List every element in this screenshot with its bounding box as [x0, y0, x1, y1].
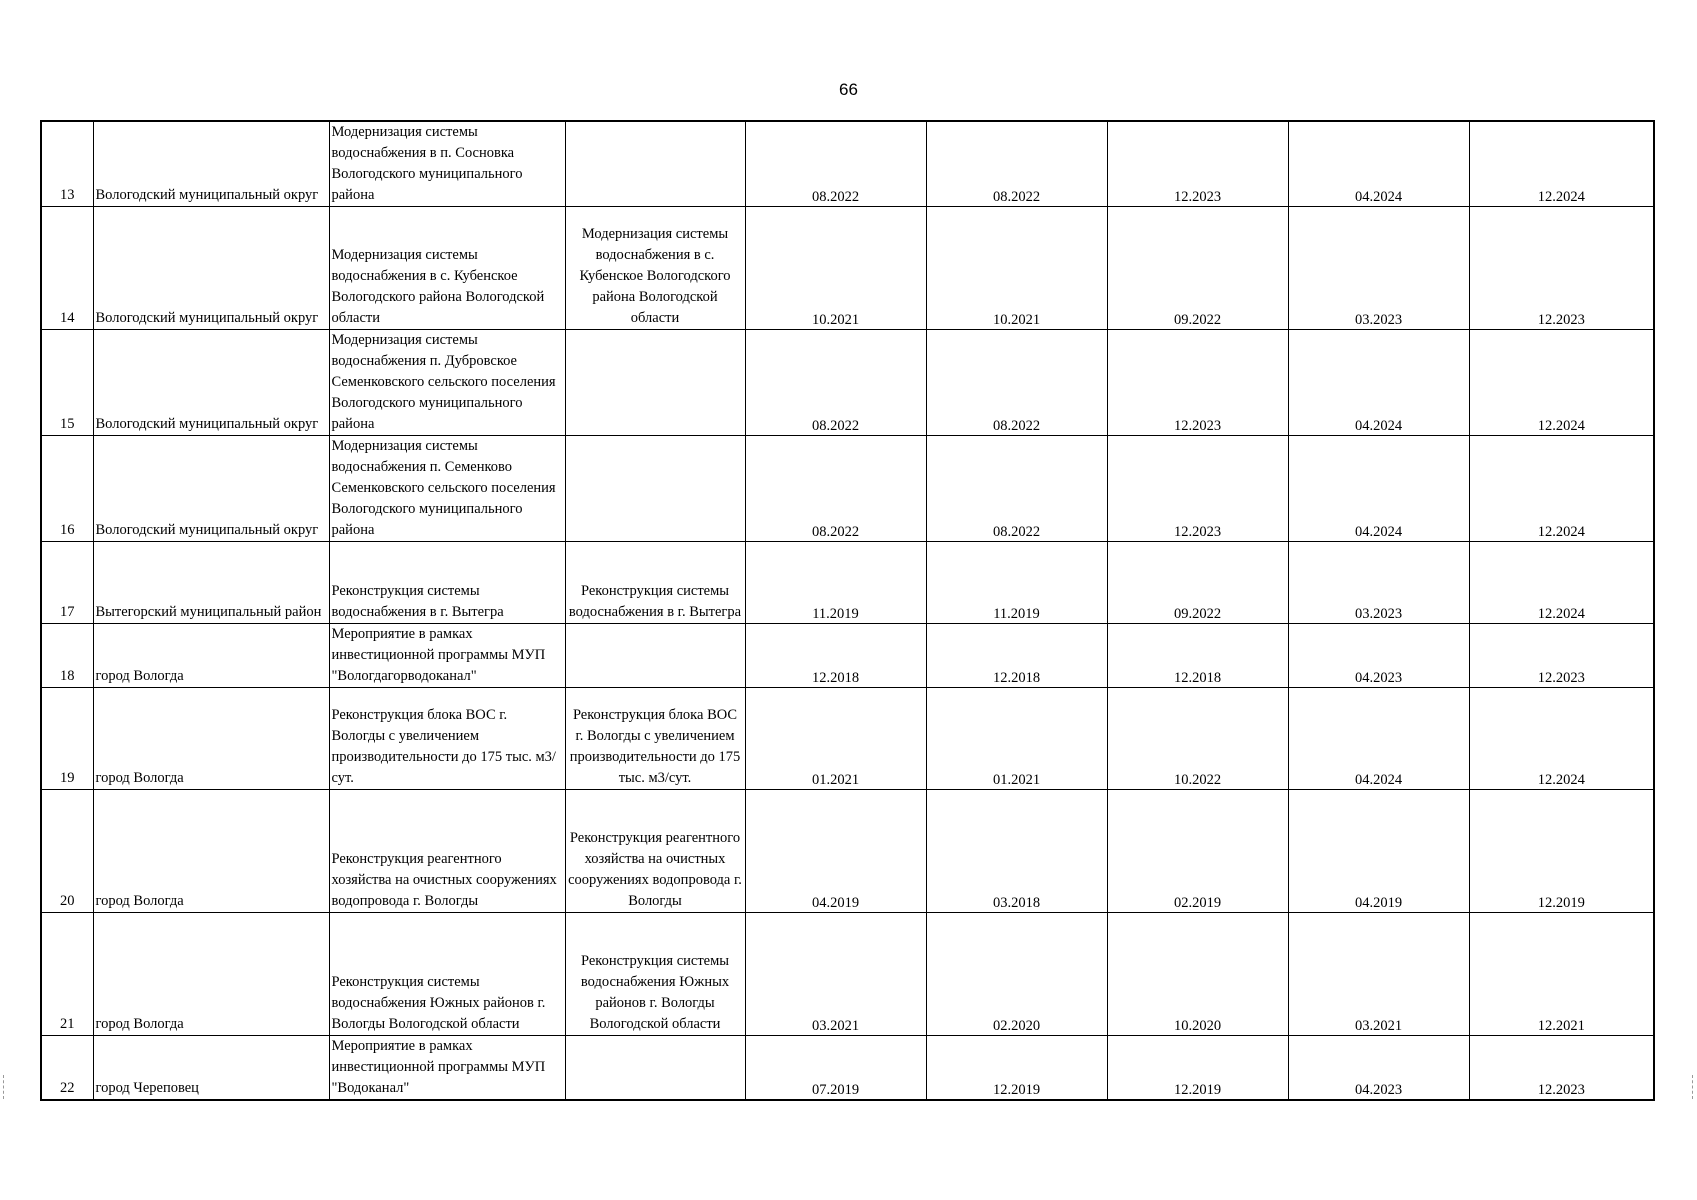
- row-number: [41, 624, 93, 688]
- date-cell-1: [745, 624, 926, 688]
- project-alt-name-cell: [565, 688, 745, 790]
- date-cell-2: [926, 1036, 1107, 1101]
- date-cell-5: [1469, 790, 1654, 913]
- date-cell-5-text: 12.2024: [1537, 606, 1585, 622]
- district-cell-text: город Череповец: [95, 1080, 199, 1096]
- table-row: [41, 624, 1654, 688]
- date-cell-4: [1288, 542, 1469, 624]
- row-number: [41, 913, 93, 1036]
- date-cell-1-text: 04.2019: [811, 895, 860, 911]
- project-name-cell: [329, 207, 565, 330]
- project-alt-name-cell-text: Реконструкция системы водоснабжения Южных районов г. Вологды Вологодской области: [580, 953, 730, 1032]
- date-cell-2-text: 12.2018: [992, 670, 1041, 686]
- project-name-cell-text: Реконструкция блока ВОС г. Вологды с увеличением производительности до 175 тыс. м3/сут.: [331, 707, 556, 786]
- date-cell-3: [1107, 624, 1288, 688]
- date-cell-5-text: 12.2023: [1537, 312, 1585, 328]
- date-cell-4: [1288, 121, 1469, 207]
- date-cell-2-text: 08.2022: [992, 189, 1041, 205]
- project-alt-name-cell: [565, 1036, 745, 1101]
- date-cell-2-text: 11.2019: [993, 606, 1040, 622]
- date-cell-5: [1469, 542, 1654, 624]
- date-cell-3: [1107, 207, 1288, 330]
- project-name-cell-text: Реконструкция реагентного хозяйства на очистных сооружениях водопровода г. Вологды: [331, 851, 557, 909]
- project-name-cell-text: Модернизация системы водоснабжения п. Дубровское Семенковского сельского поселения Вологодского муниципального района: [331, 332, 556, 432]
- date-cell-3-text: 12.2023: [1173, 418, 1222, 434]
- date-cell-1: [745, 790, 926, 913]
- date-cell-4: [1288, 624, 1469, 688]
- date-cell-3-text: 09.2022: [1173, 312, 1222, 328]
- row-number: [41, 330, 93, 436]
- table-row: [41, 542, 1654, 624]
- project-alt-name-cell-text: Модернизация системы водоснабжения в с. Кубенское Вологодского района Вологодской области: [579, 226, 731, 326]
- table-row: [41, 1036, 1654, 1101]
- date-cell-4-text: 04.2024: [1354, 772, 1403, 788]
- date-cell-1-text: 11.2019: [812, 606, 859, 622]
- district-cell-text: Вологодский муниципальный округ: [95, 522, 319, 538]
- district-cell-text: город Вологда: [95, 893, 184, 909]
- date-cell-2-text: 12.2019: [992, 1082, 1041, 1098]
- table-body: [41, 121, 1654, 1100]
- district-cell: [93, 542, 329, 624]
- row-number: [41, 542, 93, 624]
- date-cell-2: [926, 121, 1107, 207]
- row-number: [41, 207, 93, 330]
- date-cell-1: [745, 121, 926, 207]
- date-cell-3: [1107, 1036, 1288, 1101]
- row-number: [41, 688, 93, 790]
- project-name-cell: [329, 688, 565, 790]
- date-cell-5: [1469, 624, 1654, 688]
- date-cell-3-text: 12.2023: [1173, 189, 1222, 205]
- date-cell-4: [1288, 207, 1469, 330]
- date-cell-1: [745, 1036, 926, 1101]
- date-cell-3: [1107, 913, 1288, 1036]
- date-cell-3-text: 10.2020: [1173, 1018, 1222, 1034]
- date-cell-5-text: 12.2023: [1537, 1082, 1585, 1098]
- date-cell-4-text: 04.2023: [1354, 670, 1403, 686]
- district-cell-text: Вологодский муниципальный округ: [95, 416, 319, 432]
- district-cell: [93, 207, 329, 330]
- project-alt-name-cell: [565, 121, 745, 207]
- district-cell: [93, 624, 329, 688]
- project-alt-name-cell: [565, 624, 745, 688]
- row-number: [41, 790, 93, 913]
- row-number: [41, 121, 93, 207]
- date-cell-5: [1469, 688, 1654, 790]
- project-alt-name-cell: [565, 207, 745, 330]
- date-cell-2-text: 03.2018: [992, 895, 1041, 911]
- date-cell-1: [745, 542, 926, 624]
- date-cell-4-text: 03.2023: [1354, 606, 1403, 622]
- date-cell-5: [1469, 207, 1654, 330]
- row-number-text: 14: [60, 310, 75, 326]
- date-cell-1: [745, 207, 926, 330]
- page-number: 66: [839, 80, 858, 99]
- date-cell-3: [1107, 688, 1288, 790]
- date-cell-1-text: 08.2022: [811, 418, 860, 434]
- date-cell-1-text: 03.2021: [811, 1018, 860, 1034]
- scan-edge-mark-left: [3, 1075, 5, 1099]
- district-cell-text: город Вологда: [95, 770, 184, 786]
- date-cell-4: [1288, 436, 1469, 542]
- project-alt-name-cell-text: Реконструкция реагентного хозяйства на очистных сооружениях водопровода г. Вологды: [568, 830, 742, 909]
- project-alt-name-cell: [565, 790, 745, 913]
- date-cell-3-text: 12.2019: [1173, 1082, 1222, 1098]
- table-row: [41, 436, 1654, 542]
- date-cell-5-text: 12.2021: [1537, 1018, 1585, 1034]
- date-cell-1-text: 08.2022: [811, 189, 860, 205]
- table-row: [41, 913, 1654, 1036]
- row-number-text: 16: [60, 522, 75, 538]
- district-cell: [93, 330, 329, 436]
- date-cell-3: [1107, 790, 1288, 913]
- district-cell: [93, 1036, 329, 1101]
- date-cell-2-text: 10.2021: [992, 312, 1041, 328]
- date-cell-4-text: 04.2023: [1354, 1082, 1403, 1098]
- date-cell-2: [926, 790, 1107, 913]
- project-name-cell: [329, 121, 565, 207]
- project-alt-name-cell-text: Реконструкция системы водоснабжения в г. Вытегра: [568, 583, 742, 620]
- date-cell-5: [1469, 330, 1654, 436]
- row-number-text: 15: [60, 416, 75, 432]
- date-cell-2: [926, 542, 1107, 624]
- project-name-cell: [329, 624, 565, 688]
- date-cell-3-text: 02.2019: [1173, 895, 1222, 911]
- district-cell-text: город Вологда: [95, 1016, 184, 1032]
- date-cell-1-text: 01.2021: [811, 772, 860, 788]
- date-cell-3-text: 12.2018: [1173, 670, 1222, 686]
- date-cell-5-text: 12.2024: [1537, 524, 1585, 540]
- project-name-cell: [329, 1036, 565, 1101]
- date-cell-2: [926, 436, 1107, 542]
- date-cell-4: [1288, 790, 1469, 913]
- project-alt-name-cell: [565, 330, 745, 436]
- district-cell: [93, 913, 329, 1036]
- date-cell-4: [1288, 330, 1469, 436]
- row-number-text: 20: [60, 893, 75, 909]
- row-number-text: 21: [60, 1016, 75, 1032]
- date-cell-5-text: 12.2023: [1537, 670, 1585, 686]
- date-cell-1-text: 10.2021: [811, 312, 860, 328]
- project-name-cell: [329, 913, 565, 1036]
- table-row: [41, 790, 1654, 913]
- row-number: [41, 436, 93, 542]
- date-cell-5: [1469, 913, 1654, 1036]
- project-name-cell-text: Модернизация системы водоснабжения в с. Кубенское Вологодского района Вологодской области: [331, 247, 545, 326]
- table-row: [41, 207, 1654, 330]
- date-cell-1: [745, 688, 926, 790]
- date-cell-1-text: 08.2022: [811, 524, 860, 540]
- project-name-cell-text: Мероприятие в рамках инвестиционной программы МУП "Водоканал": [331, 1038, 546, 1096]
- district-cell: [93, 121, 329, 207]
- row-number: [41, 1036, 93, 1101]
- project-name-cell: [329, 542, 565, 624]
- date-cell-5: [1469, 436, 1654, 542]
- date-cell-1: [745, 436, 926, 542]
- date-cell-1: [745, 913, 926, 1036]
- project-name-cell-text: Реконструкция системы водоснабжения в г. Вытегра: [331, 583, 504, 620]
- row-number-text: 22: [60, 1080, 75, 1096]
- date-cell-2: [926, 913, 1107, 1036]
- date-cell-3: [1107, 436, 1288, 542]
- date-cell-2-text: 08.2022: [992, 418, 1041, 434]
- date-cell-4-text: 04.2024: [1354, 418, 1403, 434]
- row-number-text: 17: [60, 604, 75, 620]
- date-cell-4-text: 04.2019: [1354, 895, 1403, 911]
- date-cell-1-text: 12.2018: [811, 670, 860, 686]
- date-cell-5: [1469, 121, 1654, 207]
- date-cell-5-text: 12.2024: [1537, 189, 1585, 205]
- date-cell-2-text: 01.2021: [992, 772, 1041, 788]
- date-cell-4: [1288, 1036, 1469, 1101]
- date-cell-4-text: 04.2024: [1354, 189, 1403, 205]
- date-cell-3-text: 09.2022: [1173, 606, 1222, 622]
- date-cell-3-text: 12.2023: [1173, 524, 1222, 540]
- project-alt-name-cell: [565, 913, 745, 1036]
- row-number-text: 18: [60, 668, 75, 684]
- table-row: [41, 330, 1654, 436]
- date-cell-4-text: 04.2024: [1354, 524, 1403, 540]
- project-name-cell-text: Мероприятие в рамках инвестиционной программы МУП "Вологдагорводоканал": [331, 626, 546, 684]
- date-cell-2: [926, 688, 1107, 790]
- table-row: [41, 688, 1654, 790]
- date-cell-4: [1288, 688, 1469, 790]
- date-cell-2-text: 02.2020: [992, 1018, 1041, 1034]
- district-cell-text: город Вологда: [95, 668, 184, 684]
- date-cell-2: [926, 330, 1107, 436]
- project-name-cell: [329, 330, 565, 436]
- district-cell: [93, 436, 329, 542]
- date-cell-5-text: 12.2019: [1537, 895, 1585, 911]
- row-number-text: 13: [60, 187, 75, 203]
- project-alt-name-cell-text: Реконструкция блока ВОС г. Вологды с увеличением производительности до 175 тыс. м3/сут.: [569, 707, 741, 786]
- date-cell-4-text: 03.2023: [1354, 312, 1403, 328]
- district-cell-text: Вологодский муниципальный округ: [95, 310, 319, 326]
- date-cell-1: [745, 330, 926, 436]
- row-number-text: 19: [60, 770, 75, 786]
- date-cell-5-text: 12.2024: [1537, 418, 1585, 434]
- date-cell-4: [1288, 913, 1469, 1036]
- date-cell-3-text: 10.2022: [1173, 772, 1222, 788]
- table-row: [41, 121, 1654, 207]
- project-name-cell-text: Модернизация системы водоснабжения п. Семенково Семенковского сельского поселения Вологодского муниципального района: [331, 438, 556, 538]
- date-cell-2: [926, 624, 1107, 688]
- projects-table: [40, 120, 1655, 1101]
- date-cell-2-text: 08.2022: [992, 524, 1041, 540]
- district-cell-text: Вытегорский муниципальный район: [95, 604, 322, 620]
- date-cell-4-text: 03.2021: [1354, 1018, 1403, 1034]
- district-cell: [93, 688, 329, 790]
- date-cell-3: [1107, 121, 1288, 207]
- district-cell: [93, 790, 329, 913]
- date-cell-5-text: 12.2024: [1537, 772, 1585, 788]
- project-alt-name-cell: [565, 542, 745, 624]
- scan-edge-mark-right: [1692, 1075, 1694, 1099]
- district-cell-text: Вологодский муниципальный округ: [95, 187, 319, 203]
- project-name-cell: [329, 790, 565, 913]
- date-cell-3: [1107, 330, 1288, 436]
- project-name-cell: [329, 436, 565, 542]
- project-alt-name-cell: [565, 436, 745, 542]
- project-name-cell-text: Модернизация системы водоснабжения в п. Сосновка Вологодского муниципального района: [331, 124, 523, 203]
- date-cell-1-text: 07.2019: [811, 1082, 860, 1098]
- project-name-cell-text: Реконструкция системы водоснабжения Южных районов г. Вологды Вологодской области: [331, 974, 546, 1032]
- date-cell-3: [1107, 542, 1288, 624]
- date-cell-5: [1469, 1036, 1654, 1101]
- date-cell-2: [926, 207, 1107, 330]
